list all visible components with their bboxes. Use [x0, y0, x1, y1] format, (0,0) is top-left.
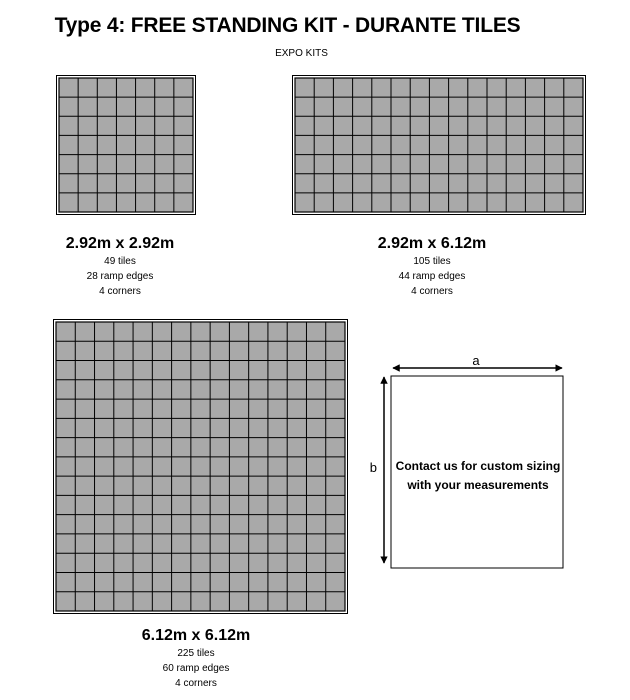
- kit-caption-small: [40, 234, 200, 299]
- kit-grid-medium: [292, 75, 586, 215]
- kit-tiles-count: 105 tiles: [413, 256, 451, 267]
- kit-corners: 4 corners: [99, 286, 141, 297]
- kit-ramp-edges: 28 ramp edges: [86, 271, 154, 282]
- tile-area: [295, 78, 583, 212]
- dimension-label-b: b: [369, 460, 377, 475]
- kit-ramp-edges: 44 ramp edges: [398, 271, 466, 282]
- tile-area: [59, 78, 193, 212]
- kit-corners: 4 corners: [175, 678, 217, 689]
- kit-tiles-count: 49 tiles: [104, 256, 136, 267]
- kit-caption-medium: [352, 234, 512, 299]
- kit-size-label: 2.92m x 6.12m: [377, 235, 487, 252]
- tile-area: [56, 322, 345, 611]
- kit-ramp-edges: 60 ramp edges: [162, 663, 230, 674]
- custom-note-line1: Contact us for custom sizing: [395, 459, 561, 473]
- dimension-label-a: a: [472, 353, 480, 368]
- kit-grid-small: [56, 75, 196, 215]
- kit-tiles-count: 225 tiles: [177, 648, 215, 659]
- kit-grid-large: [53, 319, 348, 614]
- kit-size-label: 6.12m x 6.12m: [141, 627, 251, 644]
- kit-caption-large: [116, 626, 276, 691]
- custom-note-line2: with your measurements: [407, 478, 549, 492]
- page-subtitle: EXPO KITS: [275, 48, 328, 59]
- kit-size-label: 2.92m x 2.92m: [65, 235, 175, 252]
- custom-sizing-note: [392, 457, 564, 495]
- kit-corners: 4 corners: [411, 286, 453, 297]
- page-title: Type 4: FREE STANDING KIT - DURANTE TILES: [54, 14, 521, 37]
